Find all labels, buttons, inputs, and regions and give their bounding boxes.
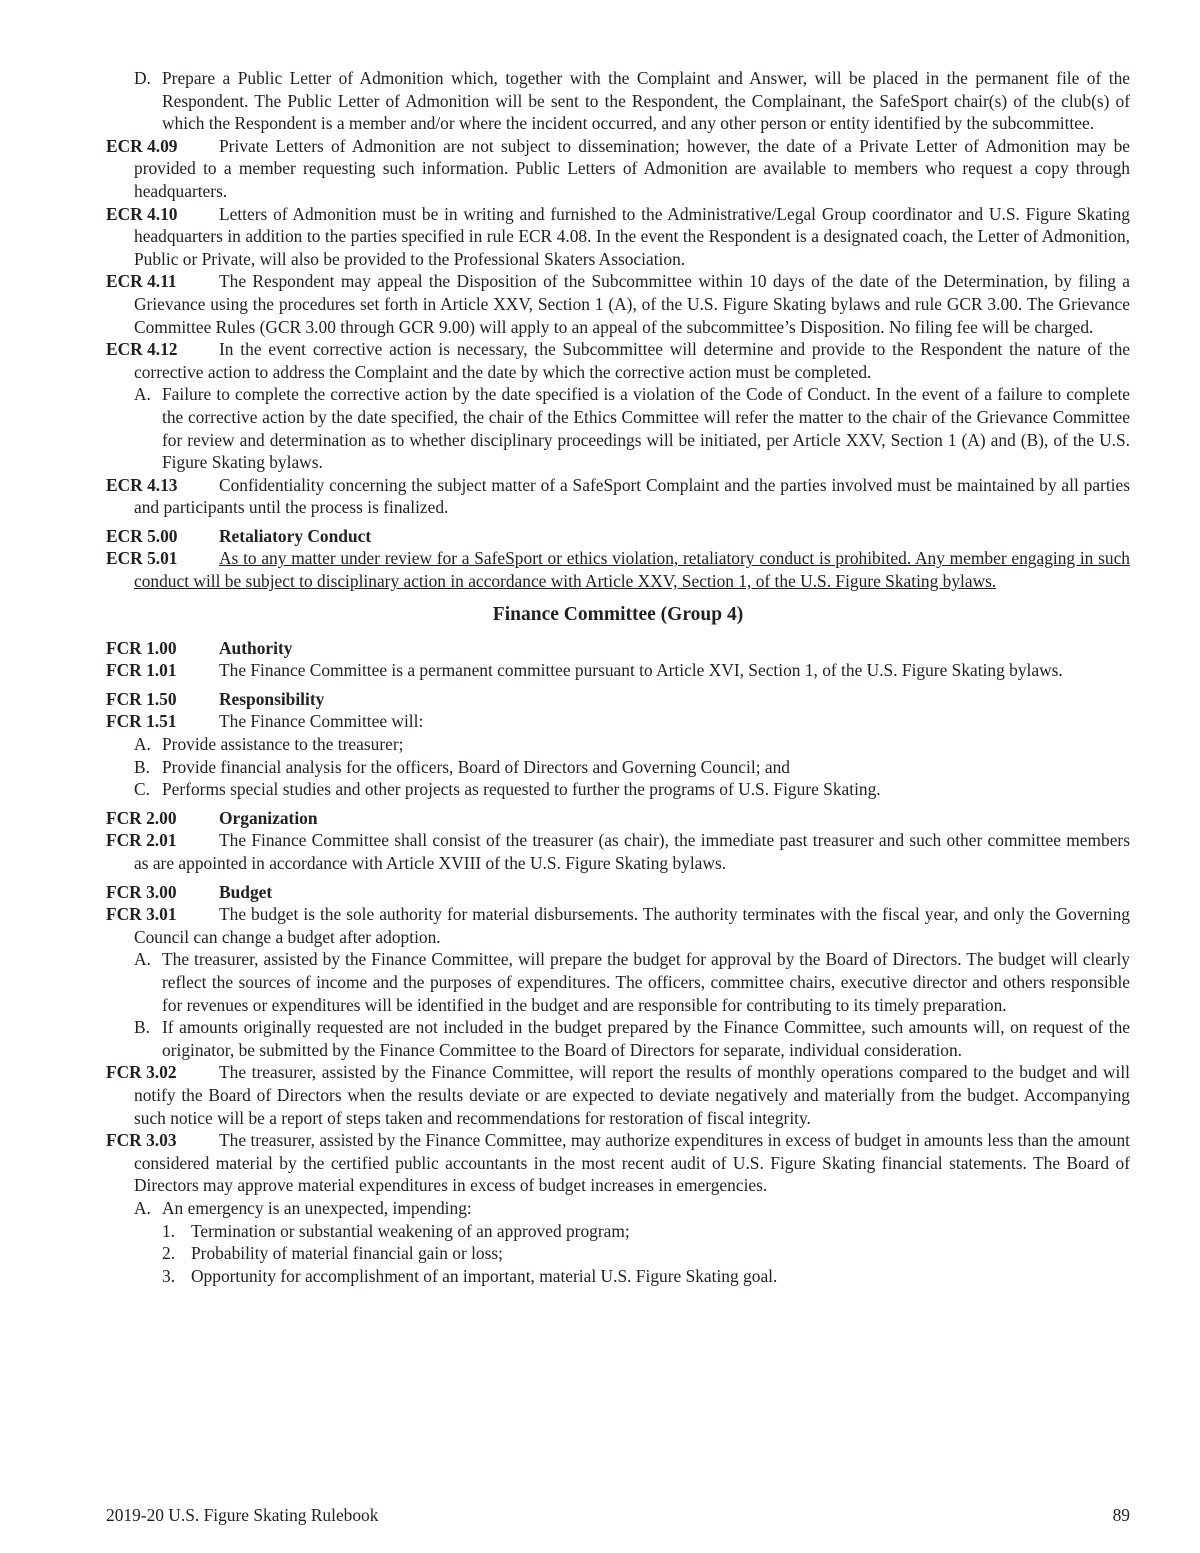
item-text: The treasurer, assisted by the Finance Committee, will prepare the budget for approval by the Board of Directors. The budget will clearly reflect the sources of income and the purposes of expenditures. The officers, committee chairs, executive director and others responsible for revenues or expenditures will be identified in the budget and are responsible for contributing to its timely preparation. <box>162 949 1130 1015</box>
item-marker: 2. <box>162 1243 176 1264</box>
rule-text: Letters of Admonition must be in writing and furnished to the Administrative/Legal Group coordinator and U.S. Figure Skating headquarters in addition to the parties specified in rule ECR 4.08. In the event the Respondent is a designated coach, the Letter of Admonition, Public or Private, will also be provided to the Professional Skaters Association. <box>134 203 1130 269</box>
rule-code: FCR 2.01 <box>106 830 177 851</box>
rule-text: The Finance Committee will: <box>219 711 424 732</box>
rule-text: The Respondent may appeal the Disposition of the Subcommittee within 10 days of the date of the Determination, by filing a Grievance using the procedures set forth in Article XXV, Section 1 (A), of the U.S. Figure Skating bylaws and rule GCR 3.00. The Grievance Committee Rules (GCR 3.00 through GCR 9.00) will apply to an appeal of the subcommittee’s Disposition. No filing fee will be charged. <box>134 271 1130 337</box>
footer-page-number: 89 <box>1112 1505 1130 1525</box>
fcr-rule-3-03-item-a <box>106 1197 1130 1220</box>
ecr-heading-5-00 <box>106 525 1130 548</box>
rule-text: As to any matter under review for a SafeSport or ethics violation, retaliatory conduct is prohibited. Any member engaging in such conduct will be subject to disciplinary action in accordance with Article XXV, Section 1, of the U.S. Figure Skating bylaws. <box>134 548 1130 592</box>
fcr-rule-3-03-a-item-1 <box>106 1220 1130 1243</box>
ecr-rule-4-11 <box>106 270 1130 338</box>
item-text: Termination or substantial weakening of an approved program; <box>191 1220 630 1241</box>
ecr-rule-4-12-item-a <box>106 383 1130 473</box>
fcr-rule-3-03-a-item-2 <box>106 1242 1130 1265</box>
item-marker: A. <box>134 384 151 405</box>
rule-code: ECR 4.12 <box>106 339 178 360</box>
item-marker: B. <box>134 1017 150 1038</box>
item-text: An emergency is an unexpected, impending: <box>162 1197 472 1218</box>
item-text: Probability of material financial gain or loss; <box>191 1243 503 1264</box>
rule-text: Private Letters of Admonition are not subject to dissemination; however, the date of a Private Letter of Admonition may be provided to a member requesting such information. Public Letters of Admonition are available to members who request a copy through headquarters. <box>134 135 1130 201</box>
fcr-rule-1-51-item-a <box>106 733 1130 756</box>
fcr-heading-1-00 <box>106 637 1130 660</box>
fcr-rule-3-03 <box>106 1129 1130 1197</box>
item-text: Provide financial analysis for the officers, Board of Directors and Governing Council; and <box>162 756 790 777</box>
rule-code: FCR 1.01 <box>106 660 177 681</box>
ecr-item-d <box>106 67 1130 135</box>
ecr-rule-5-01 <box>106 547 1130 592</box>
rule-text: The treasurer, assisted by the Finance Committee, will report the results of monthly operations compared to the budget and will notify the Board of Directors when the results deviate or are expected to deviate negatively and materially from the budget. Accompanying such notice will be a report of steps taken and recommendations for restoration of fiscal integrity. <box>134 1062 1130 1128</box>
rule-code: FCR 1.51 <box>106 711 177 732</box>
rule-code: ECR 5.01 <box>106 548 178 569</box>
rule-text: The Finance Committee shall consist of the treasurer (as chair), the immediate past treasurer and such other committee members as are appointed in accordance with Article XVIII of the U.S. Figure Skating bylaws. <box>134 830 1130 873</box>
item-marker: A. <box>134 734 151 755</box>
item-text: If amounts originally requested are not included in the budget prepared by the Finance Committee, such amounts will, on request of the originator, be submitted by the Finance Committee to the Board of Directors for separate, individual consideration. <box>162 1017 1130 1060</box>
rule-code: ECR 4.11 <box>106 271 177 292</box>
section-title: Finance Committee (Group 4) <box>492 603 744 625</box>
rulebook-page-body <box>106 67 1130 1287</box>
heading-code: FCR 3.00 <box>106 881 177 902</box>
item-marker: B. <box>134 756 150 777</box>
fcr-heading-1-50 <box>106 688 1130 711</box>
rule-code: FCR 3.01 <box>106 904 177 925</box>
item-text: Failure to complete the corrective action by the date specified is a violation of the Code of Conduct. In the event of a failure to complete the corrective action by the date specified, the chair of the Ethics Committee will refer the matter to the chair of the Grievance Committee for review and determination as to whether disciplinary proceedings will be initiated, per Article XXV, Section 1 (A) and (B), of the U.S. Figure Skating bylaws. <box>162 384 1130 473</box>
ecr-rule-4-09 <box>106 135 1130 203</box>
rule-text: Confidentiality concerning the subject matter of a SafeSport Complaint and the parties involved must be maintained by all parties and participants until the process is finalized. <box>134 474 1130 518</box>
item-marker: 3. <box>162 1265 176 1286</box>
heading-code: FCR 2.00 <box>106 807 177 828</box>
item-marker: D. <box>134 68 151 88</box>
item-text: Prepare a Public Letter of Admonition which, together with the Complaint and Answer, will be placed in the permanent file of the Respondent. The Public Letter of Admonition will be sent to the Respondent, the Complainant, the SafeSport chair(s) of the club(s) of which the Respondent is a member and/or where the incident occurred, and any other person or entity identified by the subcommittee. <box>162 68 1130 134</box>
fcr-heading-2-00 <box>106 807 1130 830</box>
fcr-rule-3-01-item-b <box>106 1016 1130 1061</box>
fcr-rule-3-02 <box>106 1061 1130 1129</box>
heading-title: Budget <box>219 881 273 902</box>
ecr-rule-4-13 <box>106 474 1130 519</box>
item-text: Provide assistance to the treasurer; <box>162 734 404 755</box>
fcr-rule-3-01-item-a <box>106 948 1130 1016</box>
footer-book-title: 2019-20 U.S. Figure Skating Rulebook <box>106 1505 379 1525</box>
item-marker: A. <box>134 949 151 970</box>
fcr-rule-3-01 <box>106 903 1130 948</box>
heading-title: Organization <box>219 807 318 828</box>
item-marker: 1. <box>162 1220 176 1241</box>
rule-text: The Finance Committee is a permanent committee pursuant to Article XVI, Section 1, of the U.S. Figure Skating bylaws. <box>219 660 1063 681</box>
rule-text: The treasurer, assisted by the Finance Committee, may authorize expenditures in excess of budget in amounts less than the amount considered material by the certified public accountants in the most recent audit of U.S. Figure Skating financial statements. The Board of Directors may approve material expenditures in excess of budget increases in emergencies. <box>134 1130 1130 1196</box>
rule-text: In the event corrective action is necessary, the Subcommittee will determine and provide to the Respondent the nature of the corrective action to address the Complaint and the date by which the corrective action must be completed. <box>134 339 1130 382</box>
rule-code: ECR 4.10 <box>106 203 178 224</box>
rule-code: FCR 3.03 <box>106 1130 177 1151</box>
fcr-rule-1-01 <box>106 659 1130 682</box>
fcr-heading-3-00 <box>106 881 1130 904</box>
ecr-rule-4-10 <box>106 203 1130 271</box>
fcr-rule-3-03-a-item-3 <box>106 1265 1130 1288</box>
fcr-rule-1-51-item-c <box>106 778 1130 801</box>
rule-text: The budget is the sole authority for material disbursements. The authority terminates with the fiscal year, and only the Governing Council can change a budget after adoption. <box>134 904 1130 947</box>
fcr-rule-2-01 <box>106 829 1130 874</box>
rule-code: ECR 4.09 <box>106 135 178 156</box>
heading-title: Responsibility <box>219 688 325 709</box>
heading-code: FCR 1.00 <box>106 637 177 658</box>
item-marker: C. <box>134 779 150 800</box>
ecr-rule-4-12 <box>106 338 1130 383</box>
fcr-rule-1-51-item-b <box>106 756 1130 779</box>
rule-code: ECR 4.13 <box>106 474 178 495</box>
item-text: Opportunity for accomplishment of an important, material U.S. Figure Skating goal. <box>191 1265 778 1286</box>
item-text: Performs special studies and other projects as requested to further the programs of U.S. Figure Skating. <box>162 779 881 800</box>
item-marker: A. <box>134 1197 151 1218</box>
rule-code: FCR 3.02 <box>106 1062 177 1083</box>
fcr-rule-1-51 <box>106 710 1130 733</box>
heading-title: Authority <box>219 637 293 658</box>
heading-code: ECR 5.00 <box>106 525 178 546</box>
heading-title: Retaliatory Conduct <box>219 525 372 546</box>
heading-code: FCR 1.50 <box>106 688 177 709</box>
